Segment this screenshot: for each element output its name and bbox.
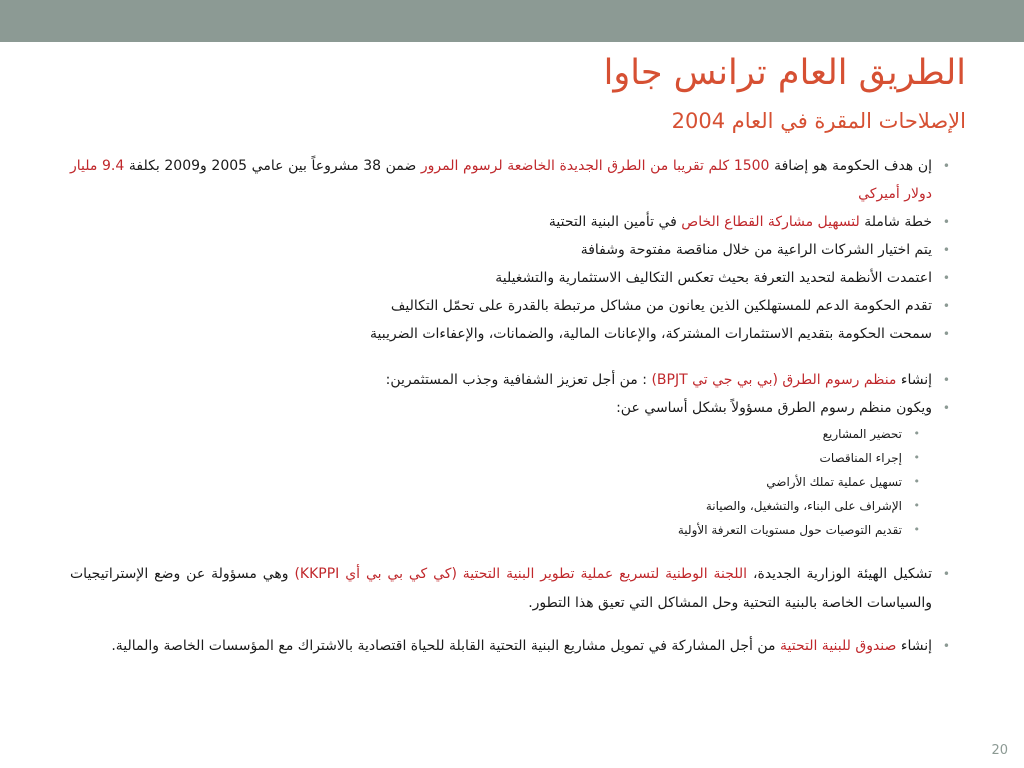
bullet-text: إن هدف الحكومة هو إضافة xyxy=(769,158,932,174)
top-band xyxy=(0,0,1024,42)
bullet-fund xyxy=(70,632,950,661)
bullet-text: إنشاء xyxy=(896,372,932,388)
sub-bullet: • تحضير المشاريع xyxy=(70,422,950,446)
bullet-investments: • سمحت الحكومة بتقديم الاستثمارات المشتركة، والإعانات المالية، والضمانات، والإعفاءات الضريبية xyxy=(70,320,950,348)
bullet-goal xyxy=(70,152,950,208)
bullet-bpjt xyxy=(70,366,950,394)
sub-bullet: • تسهيل عملية تملك الأراضي xyxy=(70,470,950,494)
bullet-responsibilities: • ويكون منظم رسوم الطرق مسؤولاً بشكل أساسي عن: xyxy=(70,394,950,422)
slide-title: الطريق العام ترانس جاوا xyxy=(603,53,966,93)
bullet-text: ضمن 38 مشروعاً بين عامي 2005 و2009 بكلفة xyxy=(124,158,421,174)
bullet-highlight: لتسهيل مشاركة القطاع الخاص xyxy=(681,214,860,230)
bullet-text: : من أجل تعزيز الشفافية وجذب المستثمرين: xyxy=(385,372,652,388)
bullet-text: تشكيل الهيئة الوزارية الجديدة، xyxy=(747,566,933,582)
bullet-highlight: 1500 كلم تقريبا من الطرق الجديدة الخاضعة لرسوم المرور xyxy=(420,158,770,174)
spacer xyxy=(70,348,950,366)
bullet-text: إنشاء xyxy=(896,638,932,654)
bullet-highlight: صندوق للبنية التحتية xyxy=(779,638,897,654)
bullet-kkppi xyxy=(70,560,950,618)
sub-bullet: • تقديم التوصيات حول مستويات التعرفة الأولية xyxy=(70,518,950,542)
bullet-text: من أجل المشاركة في تمويل مشاريع البنية التحتية القابلة للحياة اقتصادية بالاشتراك مع المؤسسات الخاصة والمالية. xyxy=(111,638,780,654)
bullet-highlight: اللجنة الوطنية لتسريع عملية تطوير البنية التحتية (كي كي بي بي أي KKPPI) xyxy=(294,566,748,582)
bullet-text: خطة شاملة xyxy=(859,214,932,230)
slide-subtitle: الإصلاحات المقرة في العام 2004 xyxy=(671,109,966,133)
sub-bullet: • الإشراف على البناء، والتشغيل، والصيانة xyxy=(70,494,950,518)
bullet-highlight: منظم رسوم الطرق (بي بي جي تي BPJT) xyxy=(651,372,897,388)
slide-content xyxy=(70,152,950,661)
sub-bullet: • إجراء المناقصات xyxy=(70,446,950,470)
bullet-text: في تأمين البنية التحتية xyxy=(548,214,682,230)
page-number: 20 xyxy=(991,743,1008,758)
bullet-support: • تقدم الحكومة الدعم للمستهلكين الذين يعانون من مشاكل مرتبطة بالقدرة على تحمّل التكاليف xyxy=(70,292,950,320)
bullet-selection: • يتم اختيار الشركات الراعية من خلال مناقصة مفتوحة وشفافة xyxy=(70,236,950,264)
spacer xyxy=(70,542,950,560)
bullet-text: وهي مسؤولة عن وضع الإستراتيجيات والسياسات الخاصة بالبنية التحتية وحل المشاكل التي تعيق هذا التطور. xyxy=(70,566,932,611)
spacer xyxy=(70,618,950,632)
bullet-tariff: • اعتمدت الأنظمة لتحديد التعرفة بحيث تعكس التكاليف الاستثمارية والتشغيلية xyxy=(70,264,950,292)
bullet-highlight: 9.4 مليار دولار أميركي xyxy=(70,158,932,202)
bullet-plan xyxy=(70,208,950,236)
